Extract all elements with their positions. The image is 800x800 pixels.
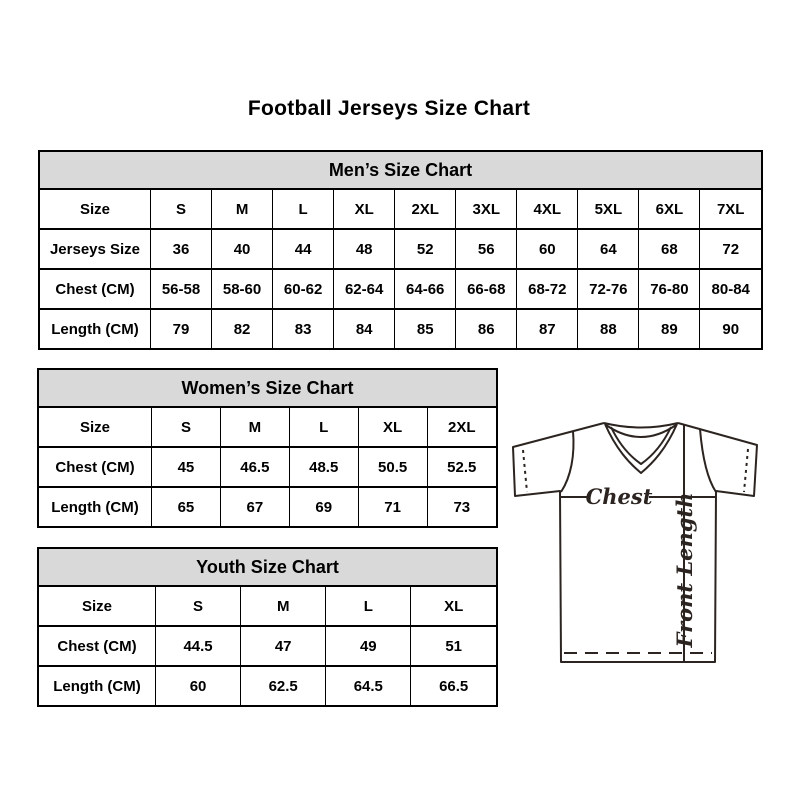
value-cell: 47 bbox=[241, 626, 326, 666]
value-cell: M bbox=[220, 408, 289, 447]
value-cell: XL bbox=[358, 408, 427, 447]
value-cell: 64-66 bbox=[395, 269, 456, 309]
value-cell: 72 bbox=[700, 229, 761, 269]
row-label-cell: Chest (CM) bbox=[39, 447, 152, 487]
value-cell: 46.5 bbox=[220, 447, 289, 487]
row-label-cell: Length (CM) bbox=[39, 487, 152, 526]
value-cell: 44.5 bbox=[156, 626, 241, 666]
table-row bbox=[40, 229, 761, 269]
value-cell: 4XL bbox=[517, 190, 578, 229]
value-cell: 49 bbox=[326, 626, 411, 666]
value-cell: 48.5 bbox=[289, 447, 358, 487]
front-length-label: Front Length bbox=[672, 492, 697, 648]
table-row bbox=[40, 269, 761, 309]
table-row bbox=[39, 666, 496, 705]
value-cell: 2XL bbox=[395, 190, 456, 229]
table-row bbox=[39, 447, 496, 487]
value-cell: 88 bbox=[578, 309, 639, 348]
table-row bbox=[39, 408, 496, 447]
left-sleeve-dashed-line bbox=[523, 450, 527, 492]
value-cell: 45 bbox=[152, 447, 221, 487]
value-cell: 66.5 bbox=[411, 666, 496, 705]
mens-size-chart-table bbox=[38, 150, 763, 350]
value-cell: 73 bbox=[427, 487, 496, 526]
value-cell: 72-76 bbox=[578, 269, 639, 309]
table-row bbox=[40, 190, 761, 229]
value-cell: S bbox=[156, 587, 241, 626]
value-cell: 79 bbox=[151, 309, 212, 348]
value-cell: 6XL bbox=[639, 190, 700, 229]
womens-size-table-grid bbox=[39, 408, 496, 526]
value-cell: 71 bbox=[358, 487, 427, 526]
value-cell: 56 bbox=[456, 229, 517, 269]
left-sleeve-seam bbox=[561, 431, 574, 492]
value-cell: 7XL bbox=[700, 190, 761, 229]
womens-size-chart-table bbox=[37, 368, 498, 528]
value-cell: 2XL bbox=[427, 408, 496, 447]
value-cell: 52 bbox=[395, 229, 456, 269]
value-cell: 5XL bbox=[578, 190, 639, 229]
value-cell: 68-72 bbox=[517, 269, 578, 309]
value-cell: S bbox=[152, 408, 221, 447]
collar-top-curve bbox=[604, 423, 678, 428]
page-title: Football Jerseys Size Chart bbox=[247, 97, 531, 120]
row-label-cell: Length (CM) bbox=[40, 309, 151, 348]
row-label-cell: Size bbox=[79, 418, 110, 436]
value-cell: 66-68 bbox=[456, 269, 517, 309]
value-cell: 60 bbox=[156, 666, 241, 705]
value-cell: 67 bbox=[220, 487, 289, 526]
mens-table-title: Men’s Size Chart bbox=[40, 152, 761, 190]
value-cell: 85 bbox=[395, 309, 456, 348]
value-cell: L bbox=[326, 587, 411, 626]
value-cell: 52.5 bbox=[427, 447, 496, 487]
value-cell: 50.5 bbox=[358, 447, 427, 487]
table-row bbox=[40, 309, 761, 348]
value-cell: 68 bbox=[639, 229, 700, 269]
value-cell: 60 bbox=[517, 229, 578, 269]
youth-table-title: Youth Size Chart bbox=[39, 549, 496, 587]
table-row bbox=[39, 587, 496, 626]
row-label-cell: Jerseys Size bbox=[40, 229, 151, 269]
value-cell: 36 bbox=[151, 229, 212, 269]
chest-label: Chest bbox=[585, 484, 653, 509]
value-cell: 62.5 bbox=[241, 666, 326, 705]
value-cell: M bbox=[241, 587, 326, 626]
value-cell: 82 bbox=[212, 309, 273, 348]
value-cell: S bbox=[151, 190, 212, 229]
value-cell: 51 bbox=[411, 626, 496, 666]
value-cell: 60-62 bbox=[273, 269, 334, 309]
value-cell: 80-84 bbox=[700, 269, 761, 309]
value-cell: L bbox=[289, 408, 358, 447]
row-label-cell: Size bbox=[79, 200, 110, 218]
right-sleeve-seam bbox=[700, 429, 716, 492]
value-cell: 64.5 bbox=[326, 666, 411, 705]
value-cell: 58-60 bbox=[212, 269, 273, 309]
value-cell: 83 bbox=[273, 309, 334, 348]
value-cell: XL bbox=[334, 190, 395, 229]
youth-size-table-grid bbox=[39, 587, 496, 705]
value-cell: 64 bbox=[578, 229, 639, 269]
value-cell: 44 bbox=[273, 229, 334, 269]
youth-size-chart-table bbox=[37, 547, 498, 707]
value-cell: L bbox=[273, 190, 334, 229]
value-cell: 40 bbox=[212, 229, 273, 269]
value-cell: 56-58 bbox=[151, 269, 212, 309]
value-cell: M bbox=[212, 190, 273, 229]
row-label-cell: Chest (CM) bbox=[39, 626, 156, 666]
mens-size-table-grid bbox=[40, 190, 761, 348]
value-cell: 48 bbox=[334, 229, 395, 269]
value-cell: XL bbox=[411, 587, 496, 626]
value-cell: 3XL bbox=[456, 190, 517, 229]
value-cell: 90 bbox=[700, 309, 761, 348]
jersey-measurement-diagram bbox=[500, 413, 772, 675]
value-cell: 86 bbox=[456, 309, 517, 348]
row-label-cell: Size bbox=[81, 597, 112, 615]
value-cell: 89 bbox=[639, 309, 700, 348]
table-row bbox=[39, 626, 496, 666]
value-cell: 84 bbox=[334, 309, 395, 348]
value-cell: 62-64 bbox=[334, 269, 395, 309]
value-cell: 69 bbox=[289, 487, 358, 526]
womens-table-title: Women’s Size Chart bbox=[39, 370, 496, 408]
right-sleeve-dashed-line bbox=[744, 449, 748, 492]
value-cell: 76-80 bbox=[639, 269, 700, 309]
row-label-cell: Chest (CM) bbox=[40, 269, 151, 309]
row-label-cell: Length (CM) bbox=[39, 666, 156, 705]
value-cell: 87 bbox=[517, 309, 578, 348]
table-row bbox=[39, 487, 496, 526]
value-cell: 65 bbox=[152, 487, 221, 526]
